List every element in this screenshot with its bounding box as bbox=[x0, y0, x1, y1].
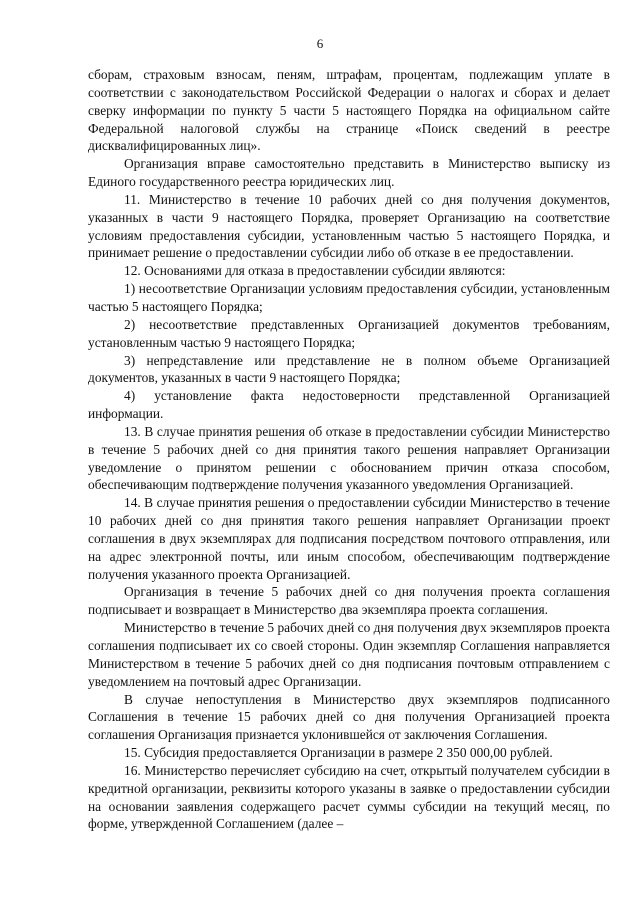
paragraph-item-16: 16. Министерство перечисляет субсидию на счет, открытый получателем субсидии в кредитной организации, реквизиты которого указаны в заявке о предоставлении субсидии на основании заявления содержащего расчет суммы субсидии на текущий месяц, по форме, утвержденной Соглашением (далее – bbox=[88, 762, 610, 832]
paragraph-item-11: 11. Министерство в течение 10 рабочих дней со дня получения документов, указанных в части 9 настоящего Порядка, проверяет Организацию на соответствие условиям предоставления субсидии, установленным частью 5 настоящего Порядка, и принимает решение о предоставлении субсидии либо об отказе в ее предоставлении. bbox=[88, 191, 610, 261]
paragraph-subitem-3: 3) непредставление или представление не в полном объеме Организацией документов, указанных в части 9 настоящего Порядка; bbox=[88, 352, 610, 386]
paragraph-subitem-1: 1) несоответствие Организации условиям предоставления субсидии, установленным частью 5 настоящего Порядка; bbox=[88, 281, 610, 314]
paragraph-organization-signs: Организация в течение 5 рабочих дней со дня получения проекта соглашения подписывает и возвращает в Министерство два экземпляра проекта соглашения. bbox=[88, 584, 610, 618]
paragraph-continuation: сборам, страховым взносам, пеням, штрафам, процентам, подлежащим уплате в соответствии с законодательством Российской Федерации о налогах и сборах и делает сверку информации по пункту 5 части 5 настоящего Порядка на официальном сайте Федеральной налоговой службы на странице «Поиск сведений в реестре дисквалифицированных лиц». bbox=[88, 67, 610, 154]
paragraph-subitem-4: 4) установление факта недостоверности представленной Организацией информации. bbox=[88, 388, 610, 422]
page-number: 6 bbox=[316, 36, 324, 51]
paragraph-ministry-signs: Министерство в течение 5 рабочих дней со дня получения двух экземпляров проекта соглашения подписывает их со своей стороны. Один экземпляр Соглашения направляется Министерством в течение 5 рабочих дней со дня подписания почтовым отправлением с уведомлением на почтовый адрес Организации. bbox=[88, 620, 610, 689]
paragraph-non-receipt: В случае непоступления в Министерство двух экземпляров подписанного Соглашения в течение 15 рабочих дней со дня получения Организацией проекта соглашения Организация признается уклонившейся от заключения Соглашения. bbox=[88, 691, 610, 743]
paragraph-subitem-2: 2) несоответствие представленных Организацией документов требованиям, установленным частью 9 настоящего Порядка; bbox=[88, 316, 610, 350]
paragraph-item-14: 14. В случае принятия решения о предоставлении субсидии Министерство в течение 10 рабочих дней со дня принятия такого решения направляет Организации проект соглашения в двух экземплярах для подписания посредством почтового отправления, или на адрес электронной почты, или иным способом, обеспечивающим подтверждение получения указанного проекта Организацией. bbox=[88, 495, 610, 582]
paragraph-item-12: 12. Основаниями для отказа в предоставлении субсидии являются: bbox=[124, 263, 506, 279]
paragraph-item-13: 13. В случае принятия решения об отказе в предоставлении субсидии Министерство в течение 5 рабочих дней со дня принятия такого решения направляет Организации уведомление о принятом решении с обоснованием причин отказа способом, обеспечивающим подтверждение получения указанного уведомления Организацией. bbox=[88, 423, 610, 493]
document-body bbox=[88, 66, 610, 833]
paragraph-registry-extract: Организация вправе самостоятельно представить в Министерство выписку из Единого государственного реестра юридических лиц. bbox=[88, 156, 610, 190]
paragraph-item-15: 15. Субсидия предоставляется Организации в размере 2 350 000,00 рублей. bbox=[124, 745, 553, 761]
